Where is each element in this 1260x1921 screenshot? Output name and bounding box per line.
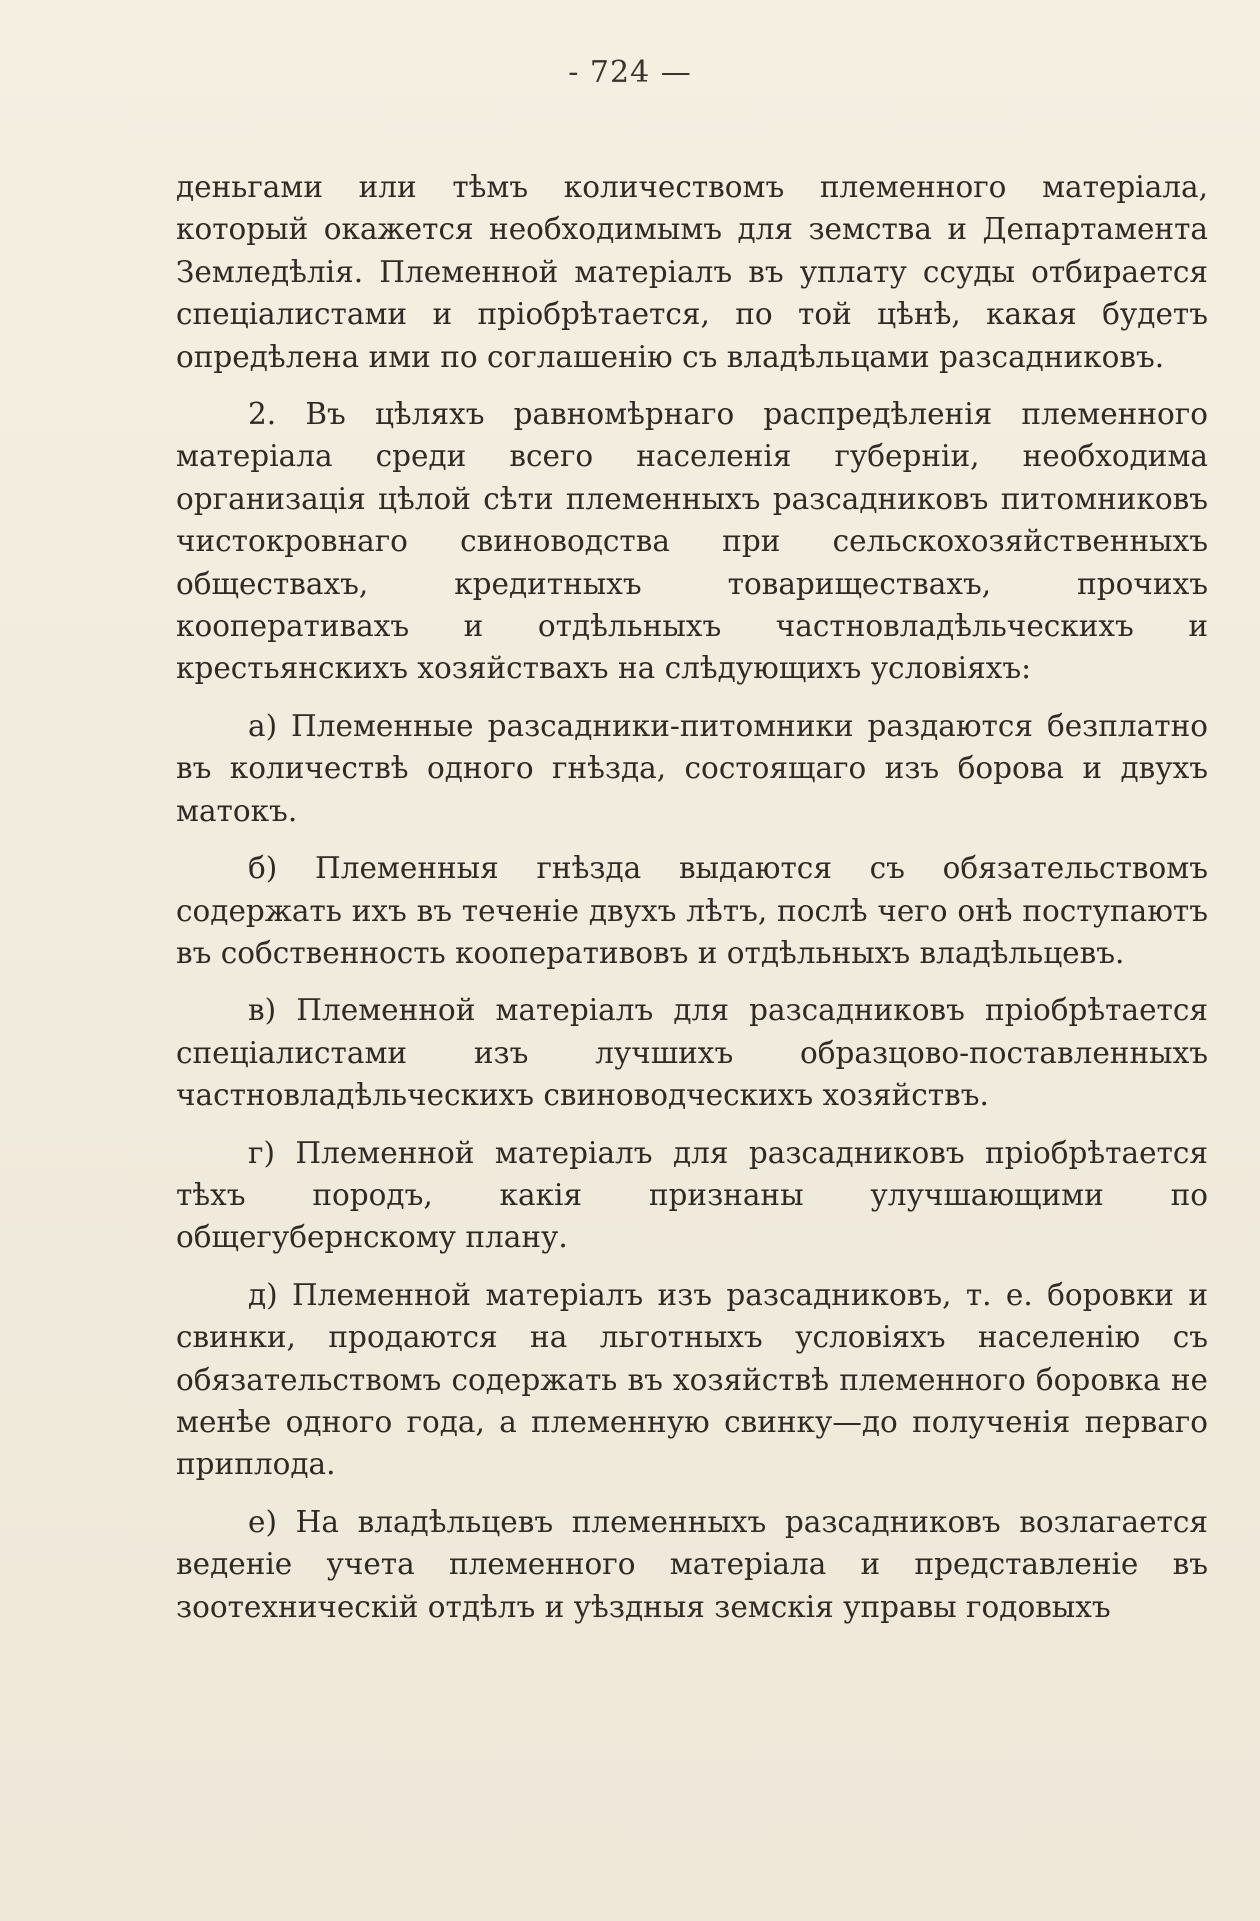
paragraph-item-a: а) Племенные разсадники-питомники раздаются безплатно въ количествѣ одного гнѣзда, состоящаго изъ борова и двухъ матокъ. <box>176 708 1208 828</box>
paragraph-item-e: е) На владѣльцевъ племенныхъ разсадниковъ возлагается веденіе учета племенного матеріала и представленіе въ зоотехническій отдѣлъ и уѣздныя земскія управы годовыхъ <box>176 1504 1208 1624</box>
paragraph-continuation: деньгами или тѣмъ количествомъ племенного матеріала, который окажется необходимымъ для земства и Департамента Земледѣлія. Племенной матеріалъ въ уплату ссуды отбирается спеціалистами и пріобрѣтается, по той цѣнѣ, какая будетъ опредѣлена ими по соглашенію съ владѣльцами разсадниковъ. <box>176 170 1208 374</box>
paragraph-item-b: б) Племенныя гнѣзда выдаются съ обязательствомъ содержать ихъ въ теченіе двухъ лѣтъ, послѣ чего онѣ поступаютъ въ собственность кооперативовъ и отдѣльныхъ владѣльцевъ. <box>176 851 1208 970</box>
page-number: - 724 — <box>568 55 692 90</box>
paragraph-section-2: 2. Въ цѣляхъ равномѣрнаго распредѣленія племенного матеріала среди всего населенія губерніи, необходима организація цѣлой сѣти племенныхъ разсадниковъ питомниковъ чистокровнаго свиноводства при сельскохозяйственныхъ обществахъ, кредитныхъ товариществахъ, прочихъ кооперативахъ и отдѣльныхъ частновладѣльческихъ и крестьянскихъ хозяйствахъ на слѣдующихъ условіяхъ: <box>176 397 1208 686</box>
body-text <box>176 166 1208 1628</box>
paragraph-item-g: г) Племенной матеріалъ для разсадниковъ пріобрѣтается тѣхъ породъ, какія признаны улучшающими по общегубернскому плану. <box>176 1135 1208 1255</box>
paragraph-item-v: в) Племенной матеріалъ для разсадниковъ пріобрѣтается спеціалистами изъ лучшихъ образцово-поставленныхъ частновладѣльческихъ свиноводческихъ хозяйствъ. <box>176 993 1208 1113</box>
paragraph-item-d: д) Племенной матеріалъ изъ разсадниковъ, т. е. боровки и свинки, продаются на льготныхъ условіяхъ населенію съ обязательствомъ содержать въ хозяйствѣ племенного боровка не менѣе одного года, а племенную свинку—до полученія перваго приплода. <box>176 1277 1208 1482</box>
